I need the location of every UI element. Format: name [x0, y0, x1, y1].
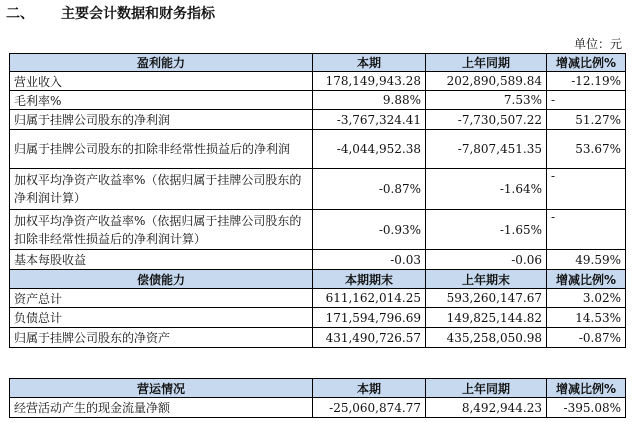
table-row — [10, 72, 626, 91]
solvency-header-row — [10, 270, 626, 289]
current-period-header: 本期 — [313, 379, 426, 398]
change-value: 3.02% — [547, 289, 626, 308]
previous-value: -7,730,507.22 — [426, 110, 547, 130]
change-header: 增减比例% — [547, 54, 626, 72]
current-value: -25,060,874.77 — [313, 398, 426, 418]
previous-value: 435,258,050.98 — [426, 328, 547, 348]
table-row — [10, 130, 626, 169]
previous-period-header: 上年同期 — [426, 54, 547, 72]
current-value: 9.88% — [313, 91, 426, 110]
row-label: 营业收入 — [10, 72, 313, 91]
current-value: -4,044,952.38 — [313, 130, 426, 169]
profitability-header-row — [10, 54, 626, 72]
change-value: -12.19% — [547, 72, 626, 91]
table-row — [10, 210, 626, 250]
change-value: - — [547, 91, 626, 110]
operations-table — [9, 378, 626, 418]
previous-value: 593,260,147.67 — [426, 289, 547, 308]
previous-value: 202,890,589.84 — [426, 72, 547, 91]
row-label: 加权平均净资产收益率%（依据归属于挂牌公司股东的扣除非经常性损益后的净利润计算） — [10, 210, 313, 250]
change-value: 51.27% — [547, 110, 626, 130]
table-row — [10, 169, 626, 210]
section-number: 二、 — [6, 6, 34, 22]
row-label: 归属于挂牌公司股东的扣除非经常性损益后的净利润 — [10, 130, 313, 169]
row-label: 经营活动产生的现金流量净额 — [10, 398, 313, 418]
row-label: 负债总计 — [10, 308, 313, 328]
current-value: 178,149,943.28 — [313, 72, 426, 91]
row-label: 归属于挂牌公司股东的净资产 — [10, 328, 313, 348]
table-row — [10, 308, 626, 328]
change-value: 49.59% — [547, 250, 626, 270]
current-value: -0.03 — [313, 250, 426, 270]
change-header: 增减比例% — [547, 379, 626, 398]
row-label: 基本每股收益 — [10, 250, 313, 270]
previous-value: -7,807,451.35 — [426, 130, 547, 169]
operations-header-row — [10, 379, 626, 398]
row-label: 加权平均净资产收益率%（依据归属于挂牌公司股东的净利润计算） — [10, 169, 313, 210]
change-value: 53.67% — [547, 130, 626, 169]
change-value: -0.87% — [547, 328, 626, 348]
operations-header: 营运情况 — [10, 379, 313, 398]
table-row — [10, 398, 626, 418]
current-value: -3,767,324.41 — [313, 110, 426, 130]
change-value: 14.53% — [547, 308, 626, 328]
previous-period-header: 上年同期 — [426, 379, 547, 398]
section-title: 主要会计数据和财务指标 — [61, 6, 215, 22]
current-value: -0.93% — [313, 210, 426, 250]
table-row — [10, 91, 626, 110]
change-value: - — [547, 169, 626, 210]
current-period-header: 本期 — [313, 54, 426, 72]
section-heading — [6, 4, 215, 24]
current-value: 431,490,726.57 — [313, 328, 426, 348]
solvency-header: 偿债能力 — [10, 270, 313, 289]
previous-year-end-header: 上年期末 — [426, 270, 547, 289]
previous-value: 7.53% — [426, 91, 547, 110]
previous-value: 149,825,144.82 — [426, 308, 547, 328]
previous-value: -1.64% — [426, 169, 547, 210]
table-row — [10, 250, 626, 270]
row-label: 资产总计 — [10, 289, 313, 308]
table-row — [10, 328, 626, 348]
previous-value: -0.06 — [426, 250, 547, 270]
profitability-header: 盈利能力 — [10, 54, 313, 72]
unit-label: 单位：元 — [573, 37, 622, 51]
current-value: 611,162,014.25 — [313, 289, 426, 308]
change-value: -395.08% — [547, 398, 626, 418]
change-value: - — [547, 210, 626, 250]
table-row — [10, 289, 626, 308]
previous-value: -1.65% — [426, 210, 547, 250]
row-label: 归属于挂牌公司股东的净利润 — [10, 110, 313, 130]
change-header: 增减比例% — [547, 270, 626, 289]
financial-indicators-table — [9, 53, 626, 348]
table-row — [10, 110, 626, 130]
current-value: -0.87% — [313, 169, 426, 210]
row-label: 毛利率% — [10, 91, 313, 110]
previous-value: 8,492,944.23 — [426, 398, 547, 418]
period-end-header: 本期期末 — [313, 270, 426, 289]
current-value: 171,594,796.69 — [313, 308, 426, 328]
